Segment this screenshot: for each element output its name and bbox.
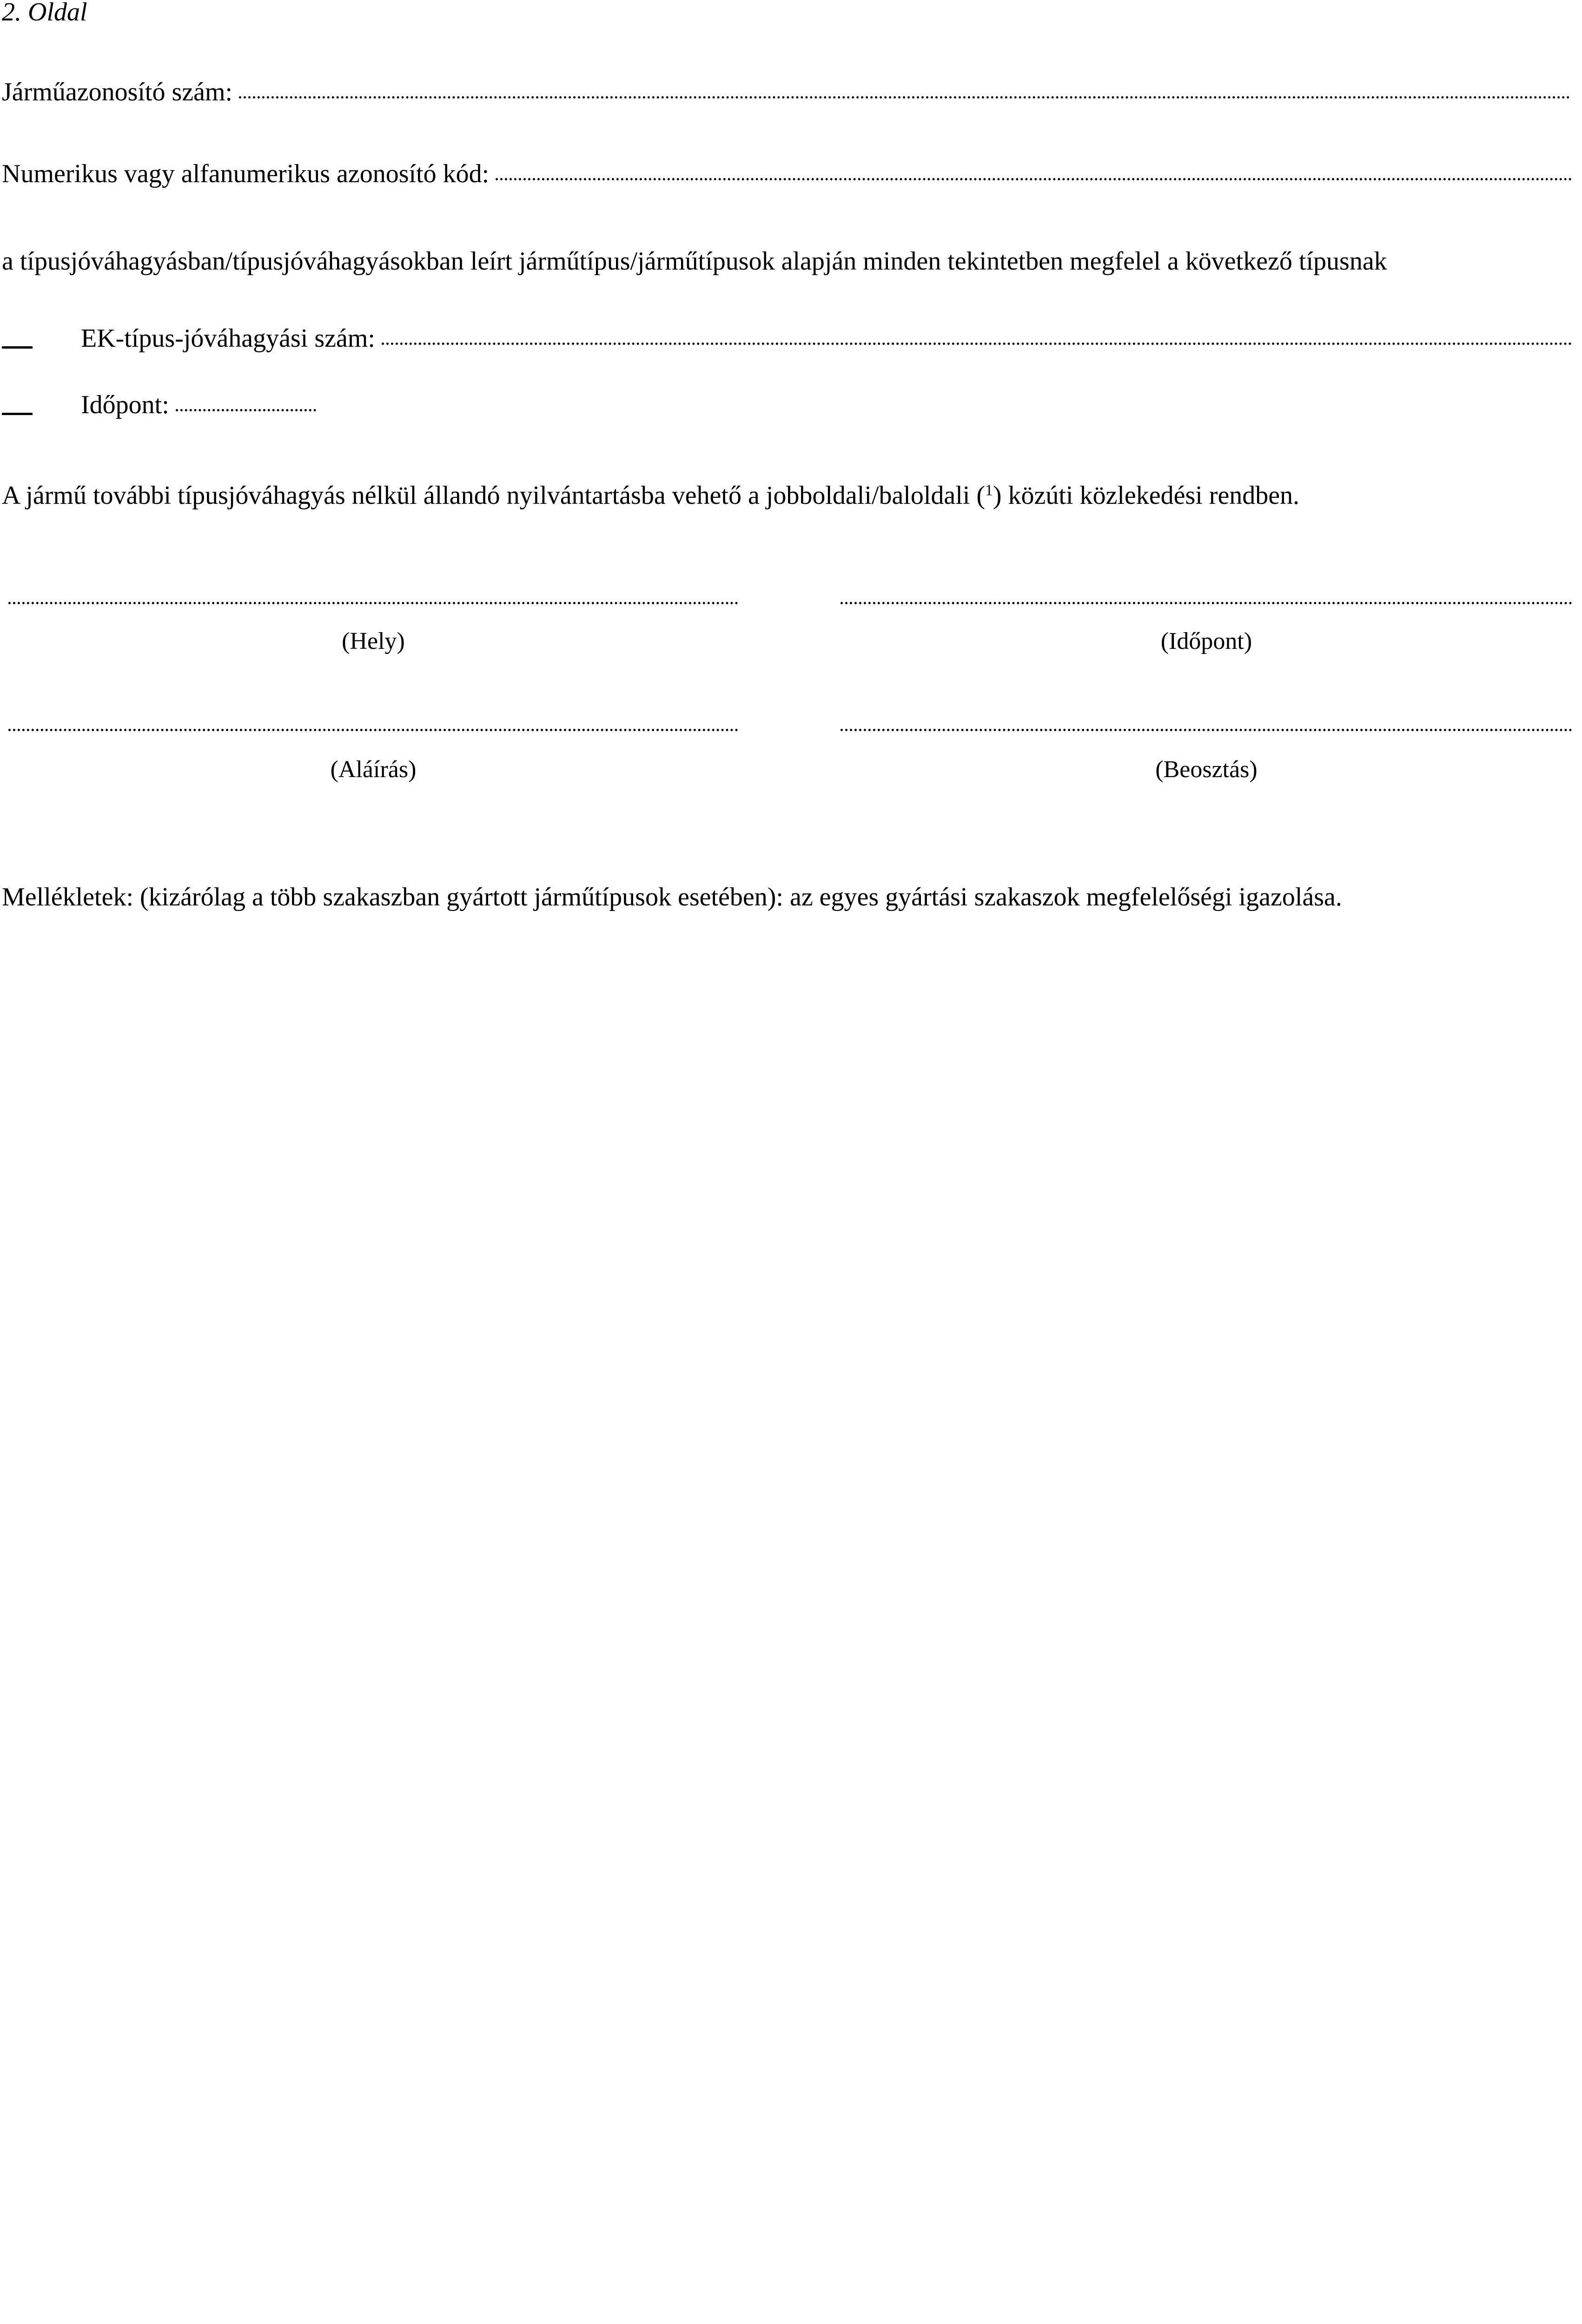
ec-approval-field (81, 324, 1572, 353)
page-label: 2. Oldal (2, 0, 87, 26)
vehicle-id-blank (239, 96, 1570, 99)
vehicle-id-field (2, 77, 1570, 107)
place-caption: (Hely) (342, 628, 405, 654)
numeric-code-label: Numerikus vagy alfanumerikus azonosító kód: (2, 159, 490, 188)
place-blank (8, 602, 738, 604)
list-dash-1 (2, 346, 33, 349)
annexes-text: Mellékletek: (kizárólag a több szakaszban gyártott járműtípusok esetében): az egyes gyártási szakaszok megfelelőségi igazolása. (2, 883, 1342, 911)
conformity-text: a típusjóváhagyásban/típusjóváhagyásokban leírt járműtípus/járműtípusok alapján minden tekintetben megfelel a következő típusnak (2, 247, 1387, 276)
date-blank (841, 602, 1572, 604)
ec-approval-label: EK-típus-jóváhagyási szám: (81, 324, 375, 353)
position-blank (841, 729, 1572, 731)
signature-caption: (Aláírás) (330, 756, 417, 783)
signature-blank (8, 729, 738, 731)
approval-date-blank (176, 409, 316, 411)
list-dash-2 (2, 413, 33, 415)
ec-approval-blank (382, 343, 1572, 345)
approval-date-field (81, 390, 316, 420)
numeric-code-blank (496, 178, 1572, 180)
footnote-ref: 1 (985, 482, 993, 499)
registration-text (2, 481, 1299, 510)
approval-date-label: Időpont: (81, 390, 169, 419)
vehicle-id-label: Járműazonosító szám: (2, 78, 233, 106)
numeric-code-field (2, 159, 1572, 189)
position-caption: (Beosztás) (1155, 756, 1258, 783)
registration-text-before: A jármű további típusjóváhagyás nélkül állandó nyilvántartásba vehető a jobboldali/baloldali ( (2, 481, 986, 510)
registration-text-after: ) közúti közlekedési rendben. (993, 481, 1300, 510)
date-caption: (Időpont) (1160, 628, 1252, 654)
